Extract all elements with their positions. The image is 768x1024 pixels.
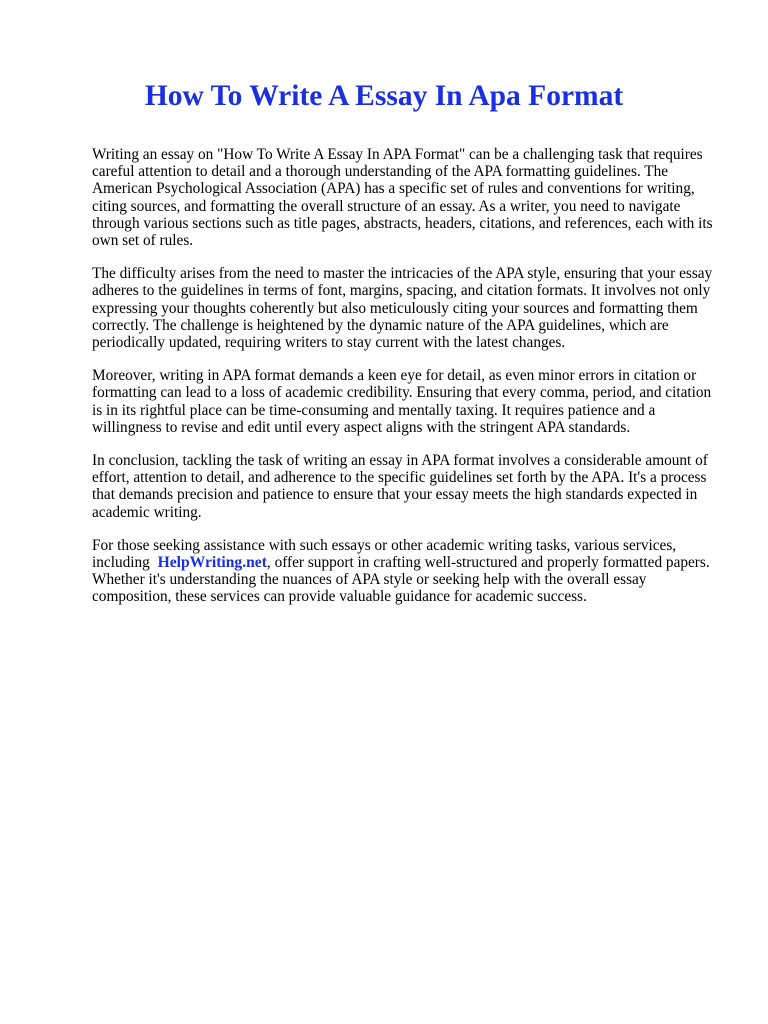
paragraph-text: including	[92, 554, 154, 572]
paragraph-1	[92, 146, 732, 249]
paragraph-line-with-link	[92, 554, 732, 571]
paragraph-line: that demands precision and patience to ensure that your essay meets the high standards expected in	[92, 486, 698, 504]
paragraph-line: periodically updated, requiring writers to stay current with the latest changes.	[92, 334, 566, 352]
paragraph-line: In conclusion, tackling the task of writing an essay in APA format involves a considerable amount of	[92, 452, 708, 470]
paragraph-line: citing sources, and formatting the overall structure of an essay. As a writer, you need to navigate	[92, 197, 681, 215]
paragraph-line: careful attention to detail and a thorough understanding of the APA formatting guidelines. The	[92, 163, 669, 181]
paragraph-line: The difficulty arises from the need to master the intricacies of the APA style, ensuring that your essay	[92, 265, 713, 283]
paragraph-2	[92, 265, 732, 351]
paragraph-line: own set of rules.	[92, 232, 194, 250]
helpwriting-link[interactable]: HelpWriting.net	[157, 554, 267, 572]
paragraph-line: composition, these services can provide valuable guidance for academic success.	[92, 588, 587, 606]
paragraph-line: American Psychological Association (APA) has a specific set of rules and conventions for writing,	[92, 180, 695, 198]
document-body	[92, 146, 732, 622]
paragraph-4	[92, 452, 732, 521]
paragraph-line: adheres to the guidelines in terms of font, margins, spacing, and citation formats. It involves not only	[92, 282, 711, 300]
paragraph-line: For those seeking assistance with such essays or other academic writing tasks, various services,	[92, 536, 677, 554]
paragraph-3	[92, 367, 732, 436]
paragraph-line: through various sections such as title pages, abstracts, headers, citations, and references, each with its	[92, 214, 713, 232]
paragraph-line: expressing your thoughts coherently but also meticulously citing your sources and formatting them	[92, 299, 698, 317]
paragraph-line: Moreover, writing in APA format demands a keen eye for detail, as even minor errors in citation or	[92, 367, 697, 385]
document-title: How To Write A Essay In Apa Format	[144, 80, 624, 112]
paragraph-line: correctly. The challenge is heightened by the dynamic nature of the APA guidelines, which are	[92, 316, 669, 334]
paragraph-line: Whether it's understanding the nuances of APA style or seeking help with the overall essay	[92, 571, 647, 589]
paragraph-line: Writing an essay on "How To Write A Essay In APA Format" can be a challenging task that requires	[92, 146, 703, 163]
paragraph-line: academic writing.	[92, 503, 202, 521]
paragraph-5	[92, 537, 732, 606]
paragraph-line: is in its rightful place can be time-consuming and mentally taxing. It requires patience and a	[92, 401, 656, 419]
paragraph-text: , offer support in crafting well-structured and properly formatted papers.	[266, 554, 710, 572]
paragraph-line: willingness to revise and edit until every aspect aligns with the stringent APA standards.	[92, 418, 631, 436]
paragraph-line: effort, attention to detail, and adherence to the specific guidelines set forth by the APA. It's a process	[92, 469, 707, 487]
paragraph-line: formatting can lead to a loss of academic credibility. Ensuring that every comma, period, and citation	[92, 384, 712, 402]
